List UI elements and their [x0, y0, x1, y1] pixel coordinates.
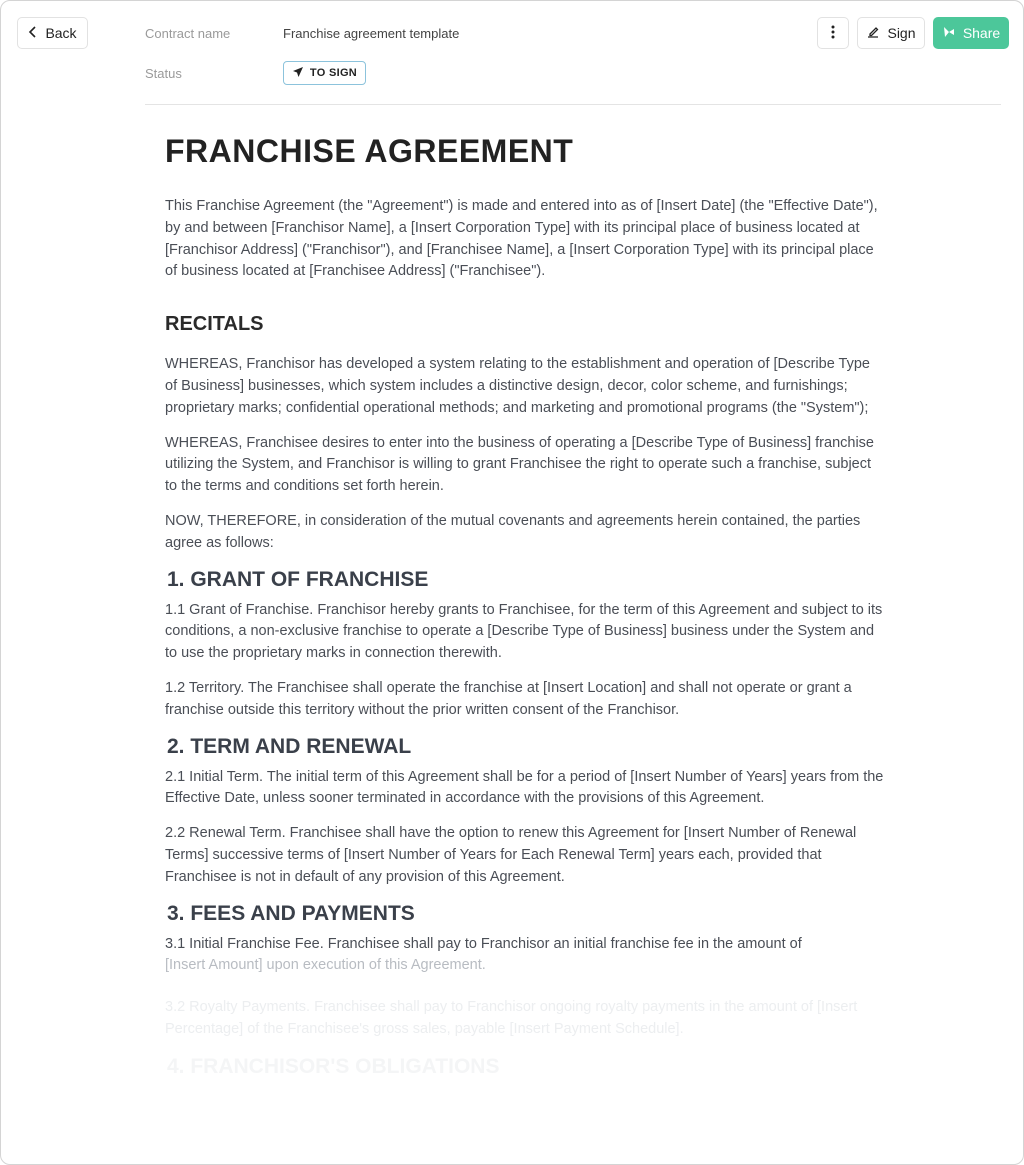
- signature-icon: [866, 25, 880, 42]
- more-options-button[interactable]: [817, 17, 849, 49]
- clause-paragraph: 2.2 Renewal Term. Franchisee shall have the option to renew this Agreement for [Insert Number of Renewal Terms] successive terms of [Insert Number of Years for Each Renewal Term] years each, provided that Franchisee is not in default of any provision of this Agreement.: [165, 825, 857, 885]
- share-button[interactable]: [933, 17, 1009, 49]
- more-vertical-icon: [831, 25, 835, 42]
- clause-paragraph: [165, 934, 885, 978]
- recitals-heading: RECITALS: [165, 313, 264, 336]
- clause-paragraph: 2.1 Initial Term. The initial term of this Agreement shall be for a period of [Insert Number of Years] years from the Effective Date, unless sooner terminated in accordance with the provisions of this Agreement.: [165, 768, 884, 807]
- sign-label: Sign: [887, 25, 916, 41]
- paper-plane-icon: [292, 66, 304, 81]
- chevron-left-icon: [28, 25, 38, 41]
- status-label: Status: [145, 66, 182, 81]
- document-title: FRANCHISE AGREEMENT: [165, 133, 574, 169]
- back-button[interactable]: [17, 17, 88, 49]
- status-text: TO SIGN: [309, 67, 358, 79]
- recital-paragraph: WHEREAS, Franchisee desires to enter into the business of operating a [Describe Type of Business] franchise utilizing the System, and Franchisor is willing to grant Franchisee the right to operate such a franchise, subject to the terms and conditions set forth herein.: [165, 434, 874, 495]
- status-badge: [283, 61, 366, 85]
- back-label: Back: [45, 25, 77, 41]
- sign-button[interactable]: [857, 17, 925, 49]
- recital-paragraph: WHEREAS, Franchisor has developed a system relating to the establishment and operation of [Describe Type of Business] businesses, which system includes a distinctive design, decor, color scheme, and furnishings; proprietary marks; confidential operational methods; and marketing and promotional programs (the "System");: [165, 356, 870, 416]
- clause-text-faded: [Insert Amount] upon execution of this Agreement.: [165, 957, 486, 974]
- share-label: Share: [962, 25, 1001, 41]
- intro-paragraph: This Franchise Agreement (the "Agreement") is made and entered into as of [Insert Date] (the "Effective Date"), by and between [Franchisor Name], a [Insert Corporation Type] with its principal place of business located at [Franchisor Address] ("Franchisor"), and [Franchisee Name], a [Insert Corporation Type] with its principal place of business located at [Franchisee Address] ("Franchisee").: [165, 198, 878, 280]
- clause-paragraph: 1.2 Territory. The Franchisee shall operate the franchise at [Insert Location] and shall not operate or grant a franchise outside this territory without the prior written consent of the Franchisor.: [165, 679, 852, 718]
- share-icon: [942, 25, 956, 42]
- clause-paragraph: 1.1 Grant of Franchise. Franchisor hereby grants to Franchisee, for the term of this Agreement and subject to its conditions, a non-exclusive franchise to operate a [Describe Type of Business] business under the System and to use the proprietary marks in connection therewith.: [165, 601, 883, 662]
- contract-name[interactable]: Franchise agreement template: [283, 26, 460, 41]
- clause-text: 3.1 Initial Franchise Fee. Franchisee shall pay to Franchisor an initial franchise fee in the amount of: [165, 935, 802, 952]
- header-divider: [145, 104, 1001, 105]
- section-heading: 1. GRANT OF FRANCHISE: [167, 567, 429, 591]
- document-body[interactable]: [165, 133, 885, 1087]
- clause-paragraph-faded: 3.2 Royalty Payments. Franchisee shall pay to Franchisor ongoing royalty payments in the amount of [Insert Percentage] of the Franchisee's gross sales, payable [Insert Payment Schedule].: [165, 999, 858, 1037]
- recital-paragraph: NOW, THEREFORE, in consideration of the mutual covenants and agreements herein contained, the parties agree as follows:: [165, 512, 861, 551]
- section-heading-faded: 4. FRANCHISOR'S OBLIGATIONS: [167, 1054, 500, 1078]
- contract-name-label: Contract name: [145, 26, 231, 41]
- section-heading: 3. FEES AND PAYMENTS: [167, 901, 415, 925]
- section-heading: 2. TERM AND RENEWAL: [167, 734, 412, 758]
